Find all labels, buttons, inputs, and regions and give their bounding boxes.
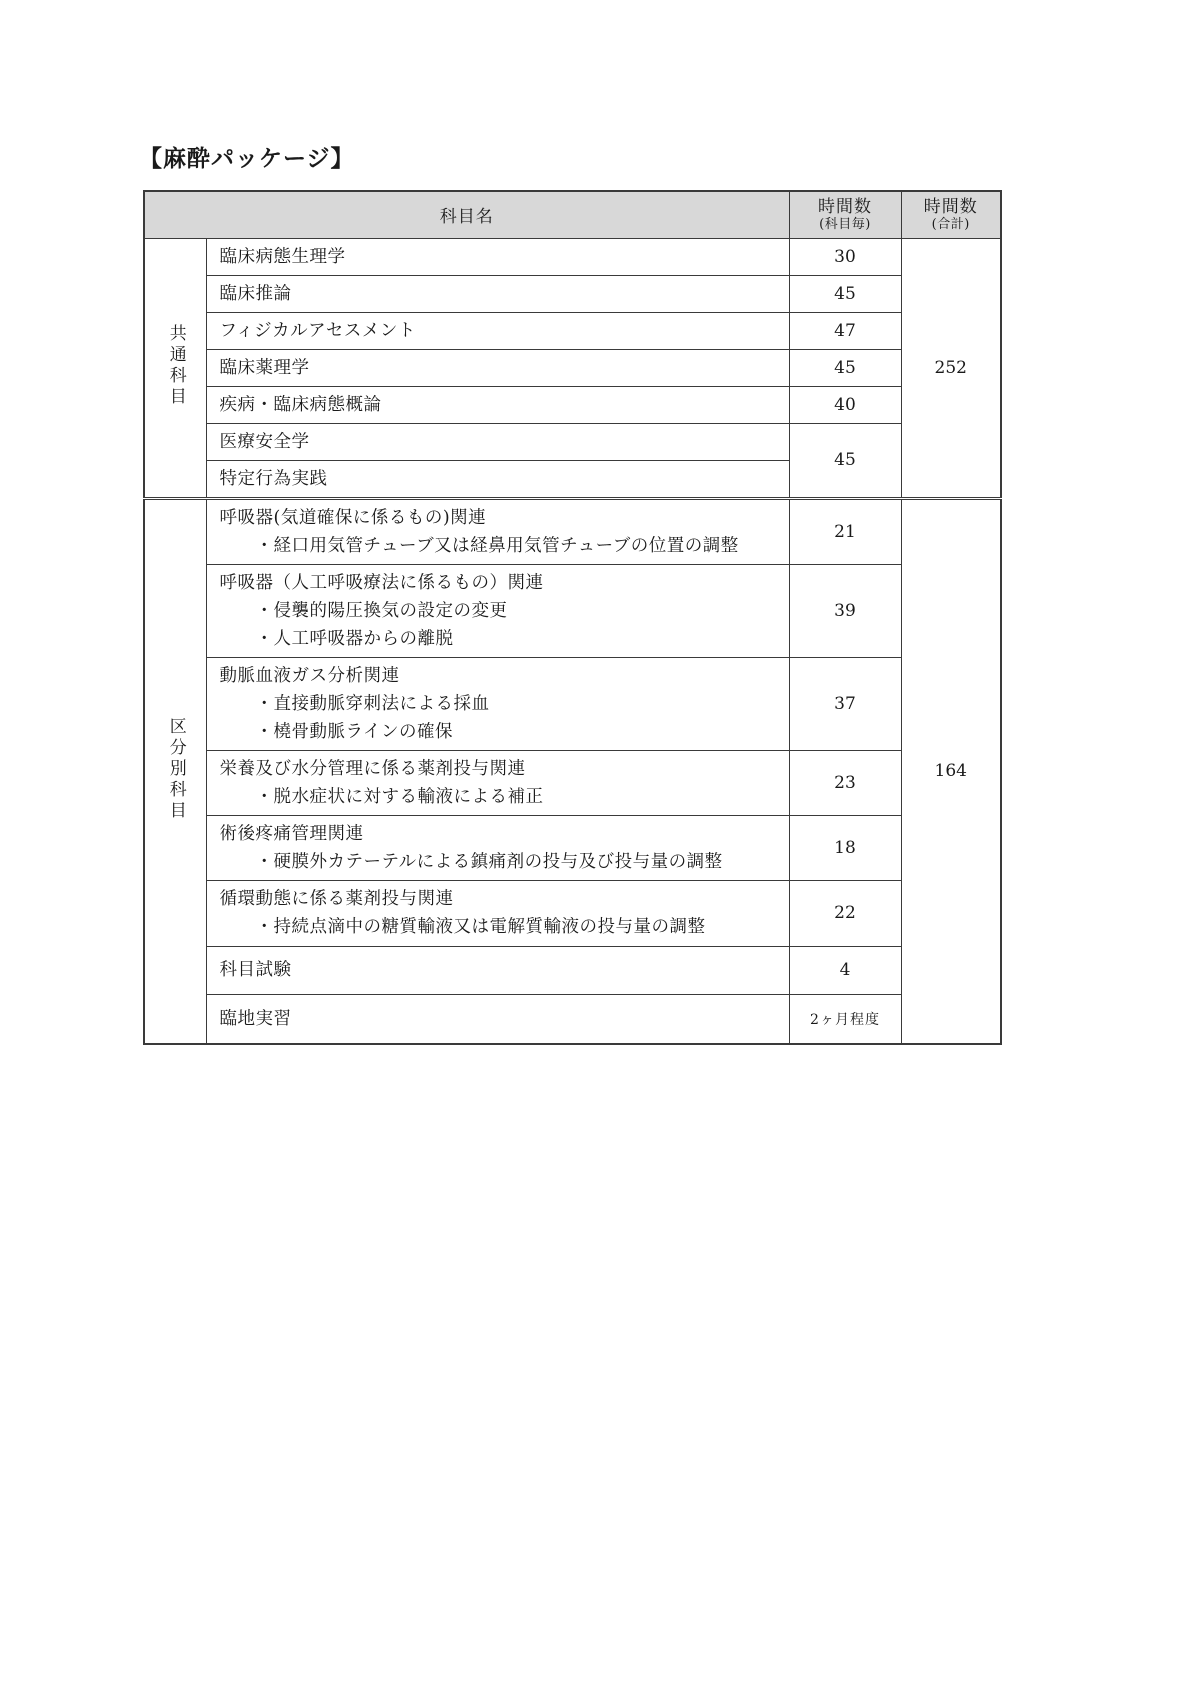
col-header-hours-total [901,191,1001,238]
curriculum-table [143,190,1002,1045]
subject-cell [206,994,789,1044]
section-label-category [144,498,206,1044]
subject-title: 動脈血液ガス分析関連 [219,665,400,686]
table-row [144,564,1001,657]
subject-bullet: ・侵襲的陽圧換気の設定の変更 [255,600,508,621]
subject-title: 臨床薬理学 [219,357,310,378]
hours-cell: 40 [789,386,901,423]
section-label-common [144,238,206,498]
subject-cell [206,815,789,880]
subject-cell [206,386,789,423]
subject-cell [206,423,789,460]
section-label-common-text: 共通科目 [165,323,186,408]
hours-cell: 21 [789,498,901,564]
table-row [144,498,1001,564]
subject-bullet: ・脱水症状に対する輸液による補正 [255,786,544,807]
hours-cell: 23 [789,750,901,815]
hours-cell: 45 [789,349,901,386]
hours-cell: 30 [789,238,901,275]
subject-bullet: ・橈骨動脈ラインの確保 [255,721,453,742]
subject-bullet: ・経口用気管チューブ又は経鼻用気管チューブの位置の調整 [255,535,739,556]
subject-cell [206,460,789,498]
table-row [144,386,1001,423]
hours-cell: 39 [789,564,901,657]
page-title: 【麻酔パッケージ】 [139,145,355,172]
subject-title: 臨床推論 [219,283,292,304]
subject-cell [206,657,789,750]
subject-cell [206,238,789,275]
table-row [144,312,1001,349]
col-header-subject-label: 科目名 [439,207,494,228]
subject-bullet: ・直接動脈穿刺法による採血 [255,693,490,714]
table-row [144,349,1001,386]
table-row [144,750,1001,815]
subject-title: 栄養及び水分管理に係る薬剤投与関連 [219,758,526,779]
subject-title: 循環動態に係る薬剤投与関連 [219,889,454,909]
section-label-category-text: 区分別科目 [165,716,186,822]
subject-cell [206,750,789,815]
hours-cell: 47 [789,312,901,349]
subject-cell [206,946,789,994]
hours-per-subject-line2: (科目毎) [819,217,871,233]
hours-cell: 22 [789,880,901,946]
hours-total-line2: (合計) [931,217,970,233]
subject-bullet: ・持続点滴中の糖質輸液又は電解質輸液の投与量の調整 [255,917,706,937]
subject-title: 臨地実習 [219,1008,292,1029]
subject-cell [206,349,789,386]
col-header-hours-per-subject [789,191,901,238]
table-row [144,815,1001,880]
col-header-subject [144,191,789,238]
hours-cell: 18 [789,815,901,880]
subject-cell [206,880,789,946]
section-total-category: 164 [901,498,1001,1044]
subject-title: 特定行為実践 [219,468,328,489]
subject-title: フィジカルアセスメント [219,320,416,341]
table-row [144,946,1001,994]
subject-bullet: ・人工呼吸器からの離脱 [255,628,454,649]
hours-cell-merged: 45 [789,423,901,498]
subject-cell [206,564,789,657]
hours-total-line1: 時間数 [923,196,978,217]
hours-cell: 37 [789,657,901,750]
subject-cell [206,275,789,312]
table-row [144,238,1001,275]
table-row [144,657,1001,750]
table-header-row [144,191,1001,238]
subject-title: 呼吸器(気道確保に係るもの)関連 [219,507,487,528]
subject-title: 臨床病態生理学 [219,246,346,267]
subject-title: 科目試験 [219,960,292,980]
table-row [144,880,1001,946]
table-row [144,423,1001,460]
hours-per-subject-line1: 時間数 [818,196,872,217]
hours-cell: 4 [789,946,901,994]
subject-cell [206,312,789,349]
subject-bullet: ・硬膜外カテーテルによる鎮痛剤の投与及び投与量の調整 [255,851,723,872]
subject-cell [206,498,789,564]
hours-cell: 45 [789,275,901,312]
section-total-common: 252 [901,238,1001,498]
subject-title: 術後疼痛管理関連 [219,823,364,844]
subject-title: 呼吸器（人工呼吸療法に係るもの）関連 [219,572,544,593]
table-row [144,994,1001,1044]
subject-title: 医療安全学 [219,431,310,452]
subject-title: 疾病・臨床病態概論 [219,394,382,415]
hours-cell: 2ヶ月程度 [789,994,901,1044]
table-row [144,275,1001,312]
